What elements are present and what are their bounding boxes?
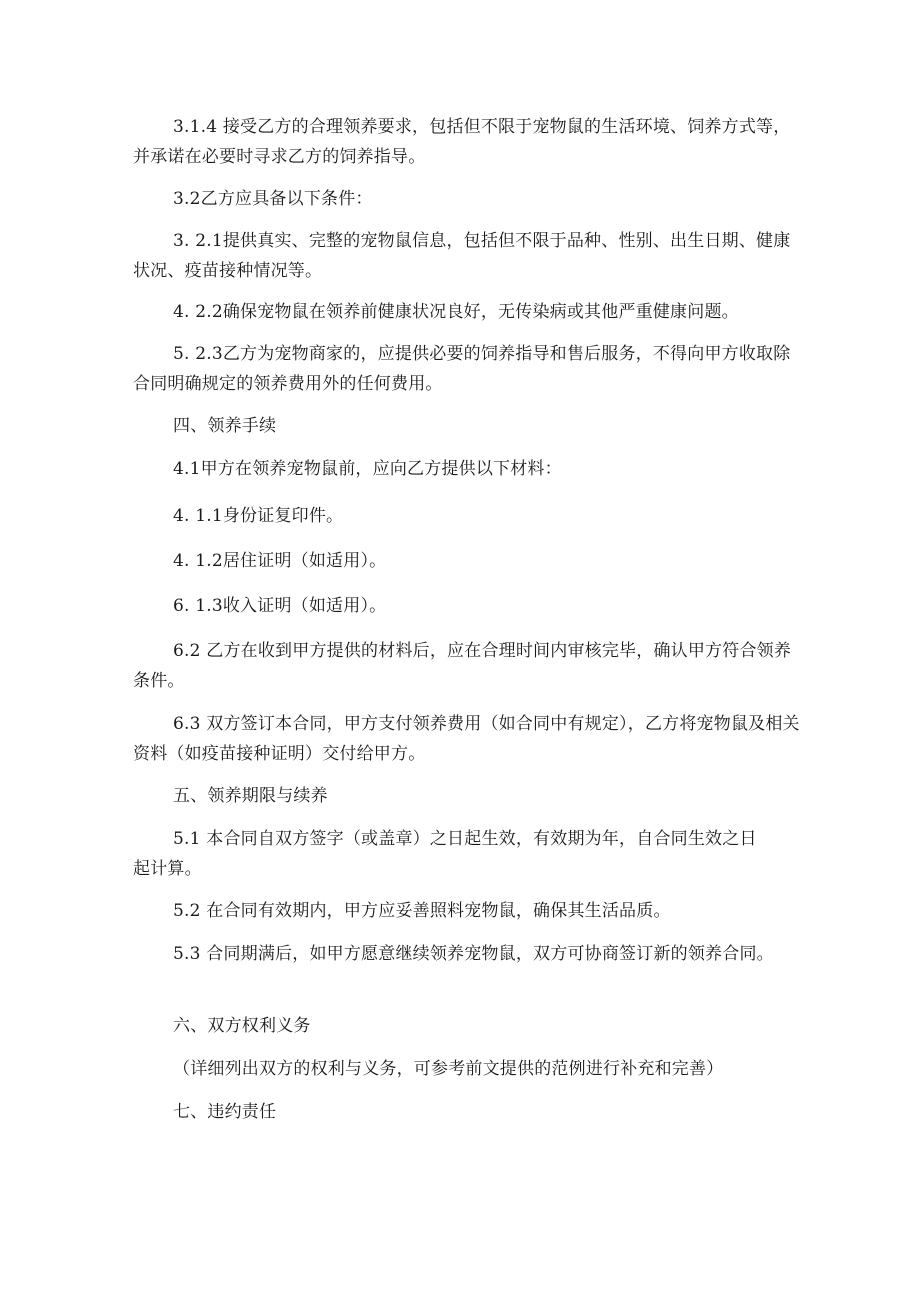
section-heading-7: 七、违约责任	[173, 1102, 277, 1122]
clause-4-1-2: 4. 1.2居住证明（如适用）。	[173, 551, 387, 571]
clause-6-3: 6.3 双方签订本合同，甲方支付领养费用（如合同中有规定），乙方将宠物鼠及相关资料（如疫苗接种证明）交付给甲方。	[133, 714, 800, 764]
clause-3-2-1: 3. 2.1提供真实、完整的宠物鼠信息，包括但不限于品种、性别、出生日期、健康状况、疫苗接种情况等。	[133, 231, 791, 281]
clause-2-2: 4. 2.2确保宠物鼠在领养前健康状况良好，无传染病或其他严重健康问题。	[173, 302, 739, 322]
clause-6-2: 6.2 乙方在收到甲方提供的材料后，应在合理时间内审核完毕，确认甲方符合领养条件。	[133, 641, 792, 691]
clause-5-1: 5.1 本合同自双方签字（或盖章）之日起生效，有效期为年，自合同生效之日起计算。	[133, 829, 757, 879]
clause-4-1: 4.1甲方在领养宠物鼠前，应向乙方提供以下材料：	[173, 459, 562, 479]
section-heading-6: 六、双方权利义务	[173, 1016, 311, 1036]
clause-5-2: 5.2 在合同有效期内，甲方应妥善照料宠物鼠，确保其生活品质。	[173, 901, 671, 921]
section-heading-4: 四、领养手续	[173, 416, 277, 436]
clause-3-1-4: 3.1.4 接受乙方的合理领养要求，包括但不限于宠物鼠的生活环境、饲养方式等，并承诺在必要时寻求乙方的饲养指导。	[133, 117, 791, 167]
clause-3-2: 3.2乙方应具备以下条件：	[173, 189, 373, 209]
clause-5-3: 5.3 合同期满后，如甲方愿意继续领养宠物鼠，双方可协商签订新的领养合同。	[173, 944, 774, 964]
clause-4-1-1: 4. 1.1身份证复印件。	[173, 506, 344, 526]
clause-1-3: 6. 1.3收入证明（如适用）。	[173, 596, 387, 616]
clause-2-3: 5. 2.3乙方为宠物商家的，应提供必要的饲养指导和售后服务，不得向甲方收取除合同明确规定的领养费用外的任何费用。	[133, 344, 791, 394]
section-heading-5: 五、领养期限与续养	[173, 786, 328, 806]
note-rights-obligations: （详细列出双方的权利与义务，可参考前文提供的范例进行补充和完善）	[173, 1059, 724, 1079]
